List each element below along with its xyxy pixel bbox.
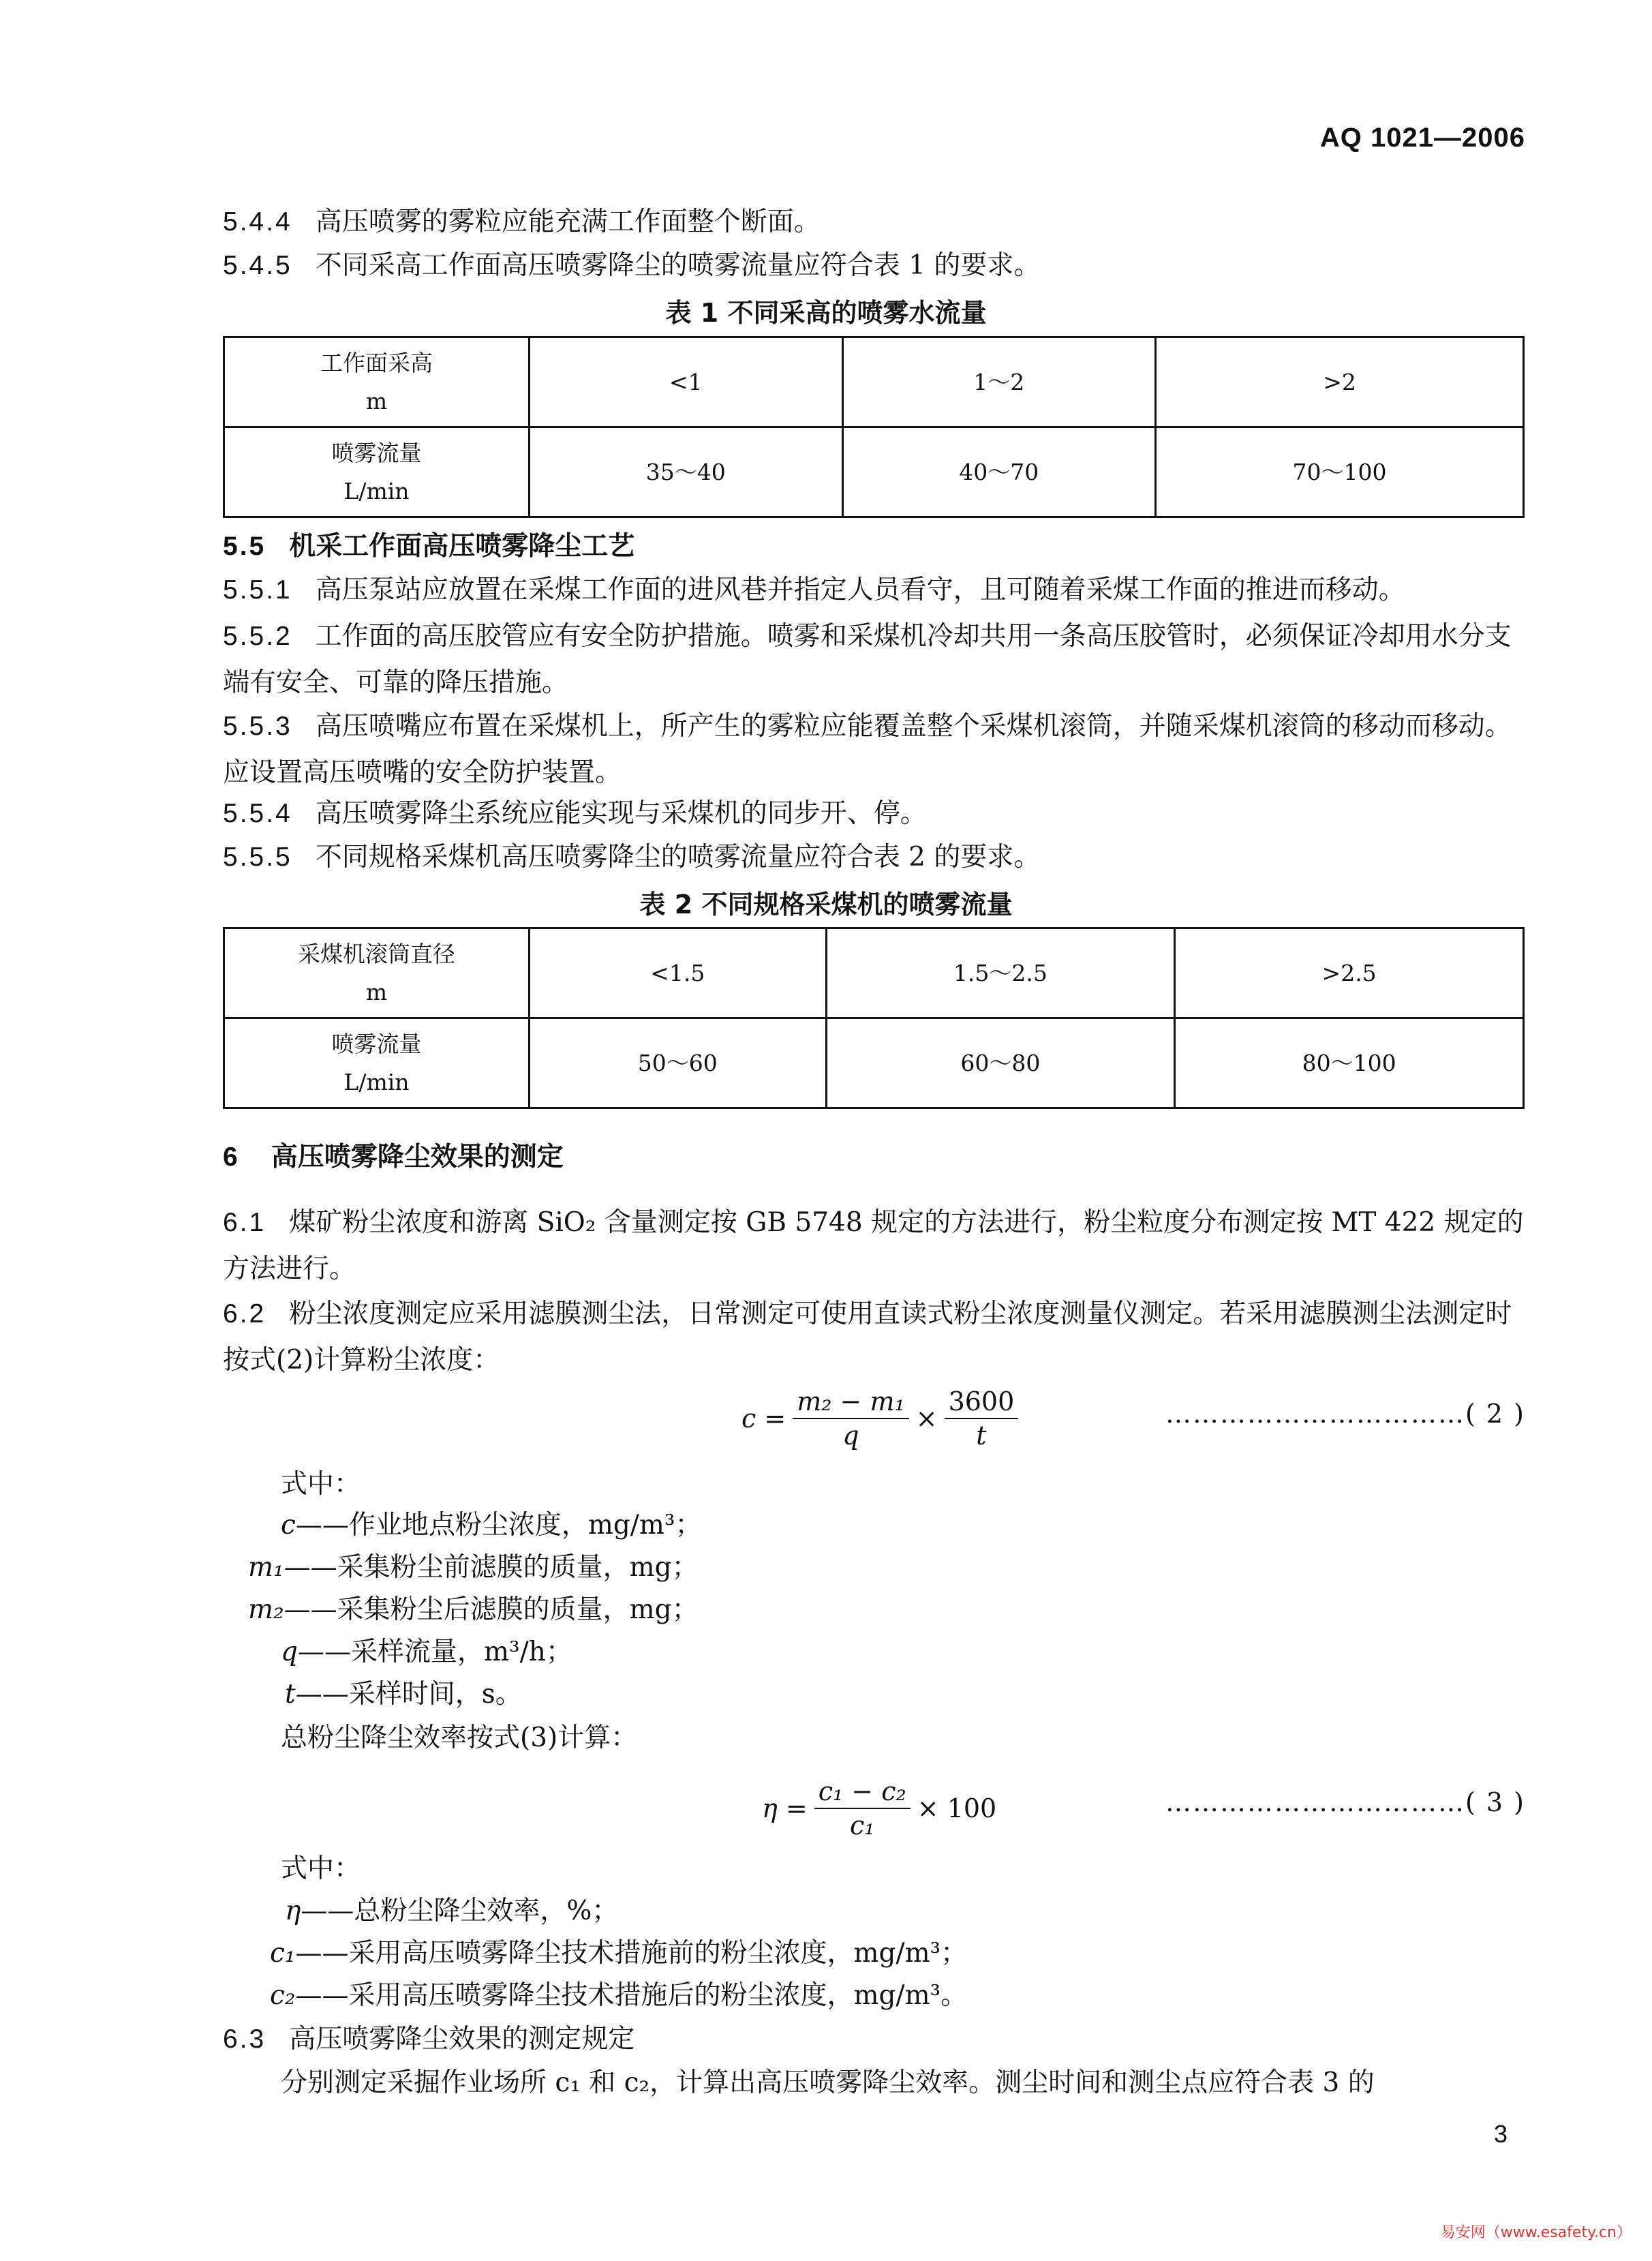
definition-item — [285, 1674, 522, 1715]
definition-item — [270, 1933, 967, 1974]
leader-dots: …………………………… — [1165, 1787, 1465, 1817]
clause-6-3-body: 分别测定采掘作业场所 c₁ 和 c₂，计算出高压喷雾降尘效率。测尘时间和测尘点应符合表 3 的 — [281, 2067, 1375, 2098]
clause-number: 5.5.4 — [223, 799, 292, 828]
clause-5-5-5 — [223, 837, 1040, 878]
definition-item — [285, 1891, 618, 1932]
table-header-cell — [224, 928, 530, 1018]
definition-symbol: η — [285, 1896, 301, 1926]
definition-symbol: t — [285, 1679, 296, 1710]
table-cell: 60～80 — [826, 1018, 1175, 1108]
table-cell: <1.5 — [530, 928, 827, 1018]
definition-text: ——采样流量，m³/h； — [297, 1637, 572, 1667]
clause-text: 煤矿粉尘浓度和游离 SiO₂ 含量测定按 GB 5748 规定的方法进行，粉尘粒度分布测定按 MT 422 规定的方法进行。 — [223, 1207, 1524, 1284]
table-cell: 1.5～2.5 — [826, 928, 1175, 1018]
clause-text: 高压喷雾降尘系统应能实现与采煤机的同步开、停。 — [315, 798, 927, 829]
page-number: 3 — [1493, 2120, 1508, 2148]
fraction — [814, 1775, 911, 1842]
numerator: 3600 — [945, 1385, 1019, 1419]
header-label: 喷雾流量 — [331, 439, 422, 466]
clause-number: 6.2 — [223, 1299, 266, 1329]
definition-item — [248, 1547, 699, 1588]
definition-text: ——采用高压喷雾降尘技术措施后的粉尘浓度，mg/m³。 — [295, 1980, 968, 2011]
definition-text: ——采用高压喷雾降尘技术措施前的粉尘浓度，mg/m³； — [295, 1938, 968, 1969]
clause-6-3 — [223, 2019, 634, 2060]
clause-text: 高压喷嘴应布置在采煤机上，所产生的雾粒应能覆盖整个采煤机滚筒，并随采煤机滚筒的移动而移动。应设置高压喷嘴的安全防护装置。 — [223, 711, 1512, 788]
table-row — [224, 337, 1524, 427]
definition-text: ——总粉尘降尘效率，%； — [301, 1896, 619, 1926]
fraction — [793, 1385, 909, 1452]
clause-6-1 — [223, 1200, 1525, 1292]
clause-number: 5.4.5 — [223, 251, 292, 280]
equation-leader-2 — [1165, 1399, 1525, 1429]
clause-text: 不同采高工作面高压喷雾降尘的喷雾流量应符合表 1 的要求。 — [315, 250, 1041, 281]
table-header-cell — [224, 1018, 530, 1108]
section-6 — [223, 1137, 564, 1178]
table-row — [224, 427, 1524, 517]
clause-number: 5.5.5 — [223, 843, 292, 872]
header-unit: m — [365, 387, 388, 414]
leader-dots: …………………………… — [1165, 1399, 1465, 1429]
definition-symbol: c — [281, 1510, 296, 1541]
table-2-title: 表 2 不同规格采煤机的喷雾流量 — [639, 890, 1013, 920]
header-unit: L/min — [343, 1068, 410, 1095]
clause-text: 高压喷雾的雾粒应能充满工作面整个断面。 — [315, 207, 821, 237]
table-header-cell — [224, 427, 530, 517]
table-row — [224, 1018, 1524, 1108]
definition-symbol: m₁ — [248, 1552, 284, 1583]
table-cell: >2 — [1156, 337, 1524, 427]
section-heading: 机采工作面高压喷雾降尘工艺 — [289, 531, 635, 562]
formula-lhs: c = — [741, 1403, 786, 1433]
header-label: 工作面采高 — [320, 349, 433, 376]
definition-item — [281, 1505, 702, 1546]
table-cell: 40～70 — [842, 427, 1156, 517]
standard-code: AQ 1021—2006 — [1319, 123, 1525, 153]
clause-5-5-2 — [223, 613, 1525, 706]
clause-5-4-5 — [223, 245, 1040, 286]
header-label: 采煤机滚筒直径 — [298, 940, 455, 967]
clause-text: 粉尘浓度测定应采用滤膜测尘法，日常测定可使用直读式粉尘浓度测量仪测定。若采用滤膜测尘法测定时按式(2)计算粉尘浓度： — [223, 1299, 1512, 1376]
clause-text: 不同规格采煤机高压喷雾降尘的喷雾流量应符合表 2 的要求。 — [315, 842, 1041, 872]
where-label: 式中： — [281, 1853, 361, 1884]
fraction — [945, 1385, 1019, 1452]
clause-number: 6.1 — [223, 1208, 266, 1237]
table-cell: 35～40 — [530, 427, 843, 517]
formula-lhs: η = — [762, 1793, 808, 1823]
table-cell: 70～100 — [1156, 427, 1524, 517]
clause-number: 5.5 — [223, 532, 266, 561]
clause-number: 6.3 — [223, 2024, 266, 2054]
definition-text: ——采样时间，s。 — [295, 1679, 522, 1710]
clause-text: 工作面的高压胶管应有安全防护措施。喷雾和采煤机冷却共用一条高压胶管时，必须保证冷却用水分支端有安全、可靠的降压措施。 — [223, 621, 1512, 698]
definition-item — [270, 1975, 967, 2016]
definition-item — [281, 1632, 572, 1673]
definition-symbol: c₂ — [270, 1980, 296, 2011]
equation-leader-3 — [1165, 1787, 1525, 1817]
definition-text: ——采集粉尘后滤膜的质量，mg； — [284, 1594, 699, 1625]
header-unit: L/min — [343, 477, 410, 504]
section-5-5 — [223, 526, 634, 567]
definition-text: ——采集粉尘前滤膜的质量，mg； — [284, 1552, 699, 1583]
clause-6-2 — [223, 1291, 1525, 1384]
table-2 — [223, 927, 1525, 1109]
denominator: c₁ — [849, 1810, 875, 1840]
denominator: t — [976, 1421, 987, 1451]
formula-3 — [762, 1775, 996, 1842]
table-cell: 50～60 — [530, 1018, 827, 1108]
clause-number: 5.5.3 — [223, 712, 292, 741]
clause-5-5-1 — [223, 570, 1405, 611]
equation-number: ( 3 ) — [1465, 1787, 1525, 1817]
header-label: 喷雾流量 — [331, 1030, 422, 1057]
table-cell: 1～2 — [842, 337, 1156, 427]
numerator: m₂ − m₁ — [793, 1385, 909, 1419]
clause-5-4-4 — [223, 202, 821, 243]
table-cell: <1 — [530, 337, 843, 427]
clause-number: 6 — [223, 1142, 240, 1172]
table-row — [224, 928, 1524, 1018]
where-label: 式中： — [281, 1469, 361, 1500]
clause-5-5-4 — [223, 793, 927, 834]
definition-item — [248, 1590, 699, 1630]
table-header-cell — [224, 337, 530, 427]
numerator: c₁ − c₂ — [814, 1775, 911, 1809]
times-sign: × — [915, 1403, 938, 1433]
definition-symbol: m₂ — [248, 1594, 284, 1625]
clause-number: 5.5.1 — [223, 575, 292, 605]
definition-text: ——作业地点粉尘浓度，mg/m³； — [295, 1510, 702, 1541]
site-watermark: 易安网（www.esafety.cn） — [1440, 2224, 1632, 2241]
table-cell: >2.5 — [1175, 928, 1524, 1018]
section-heading: 高压喷雾降尘效果的测定 — [271, 1142, 564, 1172]
equation-number: ( 2 ) — [1465, 1399, 1525, 1429]
clause-number: 5.4.4 — [223, 207, 292, 237]
denominator: q — [842, 1421, 859, 1451]
clause-5-5-3 — [223, 703, 1525, 796]
clause-text: 高压喷雾降尘效果的测定规定 — [289, 2024, 635, 2054]
definition-symbol: q — [281, 1637, 298, 1667]
header-unit: m — [365, 978, 388, 1005]
total-efficiency-intro: 总粉尘降尘效率按式(3)计算： — [281, 1723, 638, 1753]
table-1 — [223, 336, 1525, 518]
table-cell: 80～100 — [1175, 1018, 1524, 1108]
table-1-title: 表 1 不同采高的喷雾水流量 — [665, 298, 987, 328]
formula-tail: × 100 — [917, 1793, 997, 1823]
clause-number: 5.5.2 — [223, 622, 292, 651]
clause-text: 高压泵站应放置在采煤工作面的进风巷并指定人员看守，且可随着采煤工作面的推进而移动。 — [315, 575, 1405, 605]
formula-2 — [741, 1385, 1025, 1452]
definition-symbol: c₁ — [270, 1938, 296, 1969]
